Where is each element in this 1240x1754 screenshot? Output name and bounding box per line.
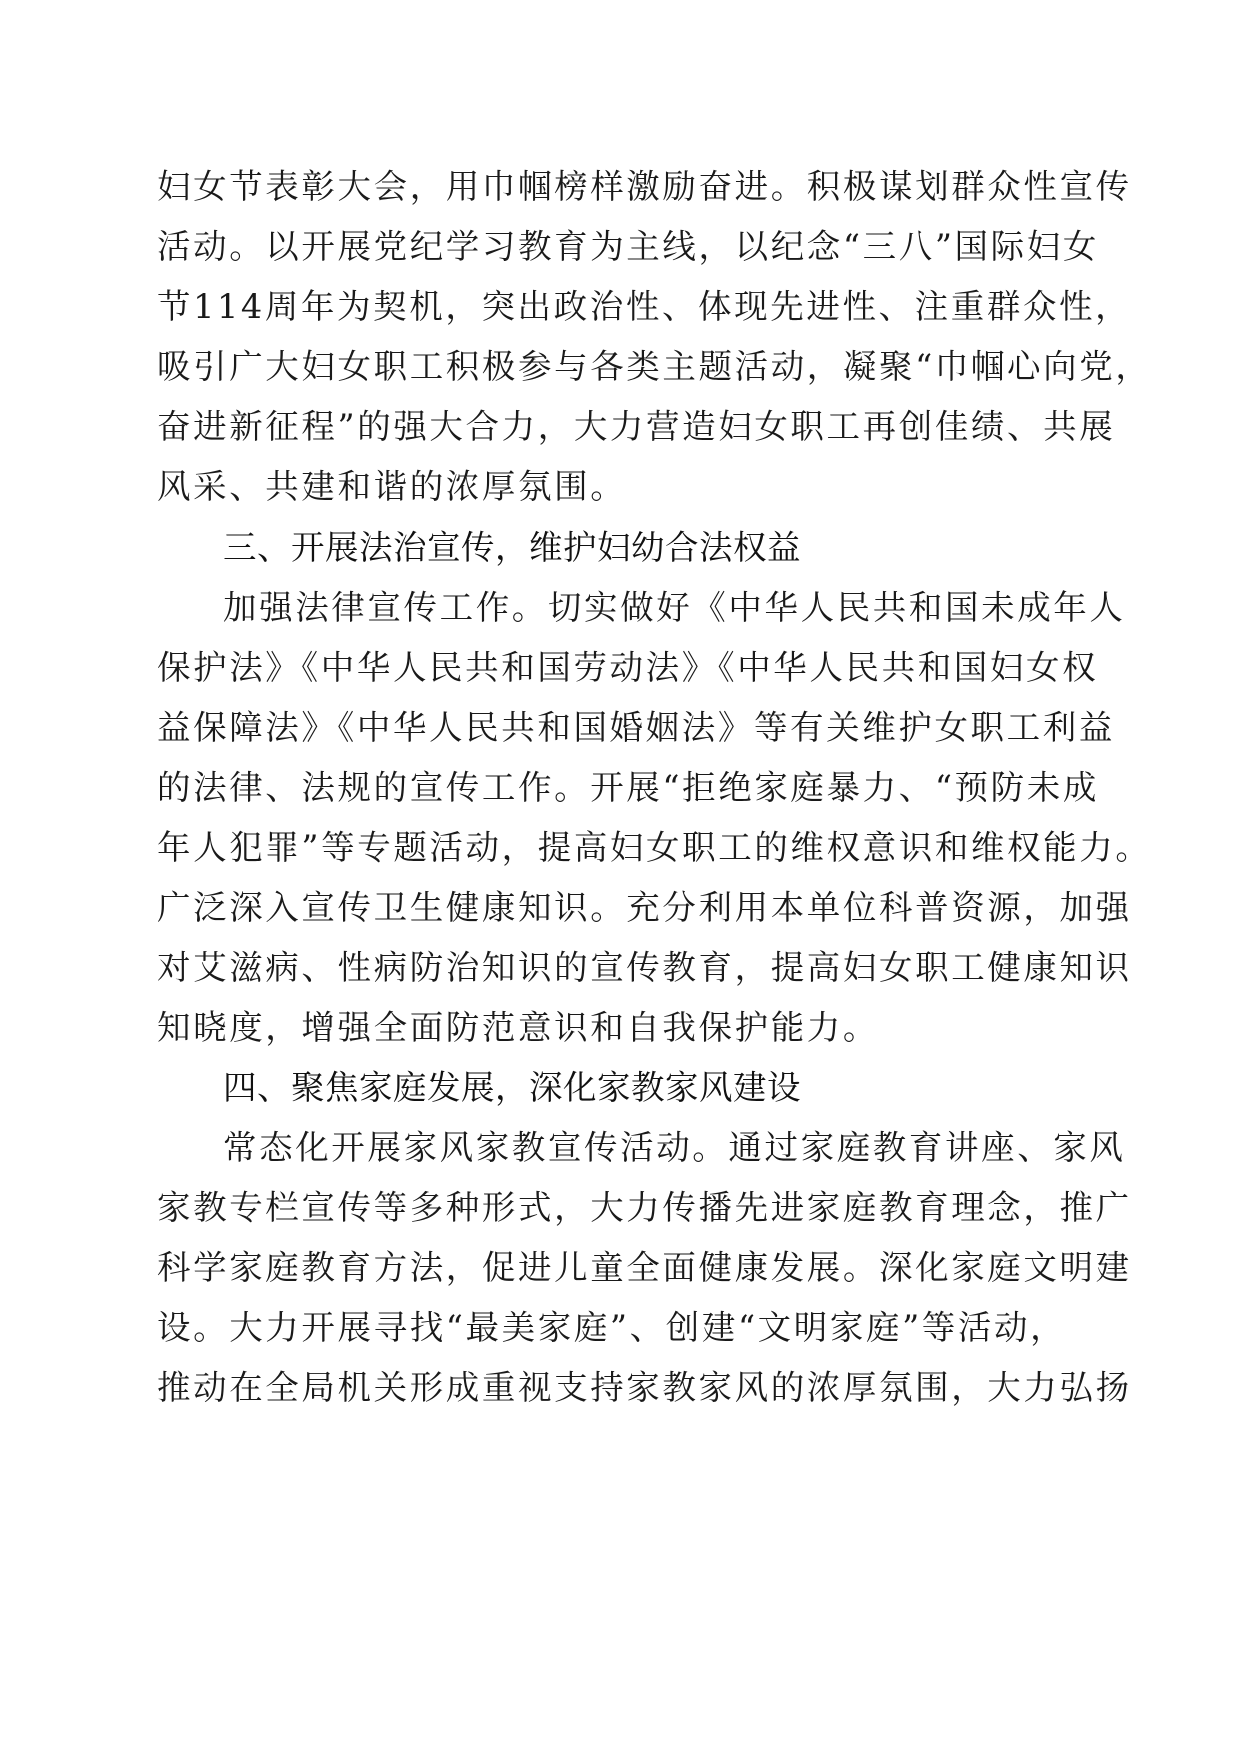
- paragraph-first-line: 常态化开展家风家教宣传活动。通过家庭教育讲座、家风: [223, 1128, 1126, 1167]
- body-line: 设。大力开展寻找“最美家庭”、创建“文明家庭”等活动，: [157, 1308, 1067, 1347]
- body-line: 家教专栏宣传等多种形式，大力传播先进家庭教育理念，推广: [157, 1188, 1132, 1227]
- body-line: 科学家庭教育方法，促进儿童全面健康发展。深化家庭文明建: [157, 1248, 1132, 1287]
- body-line: 保护法》《中华人民共和国劳动法》《中华人民共和国妇女权: [157, 648, 1099, 687]
- body-line: 奋进新征程”的强大合力，大力营造妇女职工再创佳绩、共展: [157, 407, 1116, 446]
- body-line: 对艾滋病、性病防治知识的宣传教育，提高妇女职工健康知识: [157, 948, 1132, 987]
- section-heading-3: 三、开展法治宣传，维护妇幼合法权益: [223, 528, 801, 567]
- section-heading-4: 四、聚焦家庭发展，深化家教家风建设: [223, 1068, 801, 1107]
- body-line: 广泛深入宣传卫生健康知识。充分利用本单位科普资源，加强: [157, 888, 1132, 927]
- body-line: 风采、共建和谐的浓厚氛围。: [157, 467, 627, 506]
- body-line: 妇女节表彰大会，用巾帼榜样激励奋进。积极谋划群众性宣传: [157, 167, 1132, 206]
- paragraph-first-line: 加强法律宣传工作。切实做好《中华人民共和国未成年人: [223, 588, 1126, 627]
- body-line: 节114周年为契机，突出政治性、体现先进性、注重群众性，: [157, 287, 1132, 326]
- body-line: 推动在全局机关形成重视支持家教家风的浓厚氛围，大力弘扬: [157, 1368, 1132, 1407]
- body-line: 活动。以开展党纪学习教育为主线，以纪念“三八”国际妇女: [157, 227, 1099, 266]
- body-line: 益保障法》《中华人民共和国婚姻法》等有关维护女职工利益: [157, 708, 1115, 747]
- body-line: 年人犯罪”等专题活动，提高妇女职工的维权意识和维权能力。: [157, 828, 1152, 867]
- body-line: 吸引广大妇女职工积极参与各类主题活动，凝聚“巾帼心向党，: [157, 347, 1152, 386]
- body-line: 知晓度，增强全面防范意识和自我保护能力。: [157, 1008, 879, 1047]
- body-line: 的法律、法规的宣传工作。开展“拒绝家庭暴力、“预防未成: [157, 768, 1099, 807]
